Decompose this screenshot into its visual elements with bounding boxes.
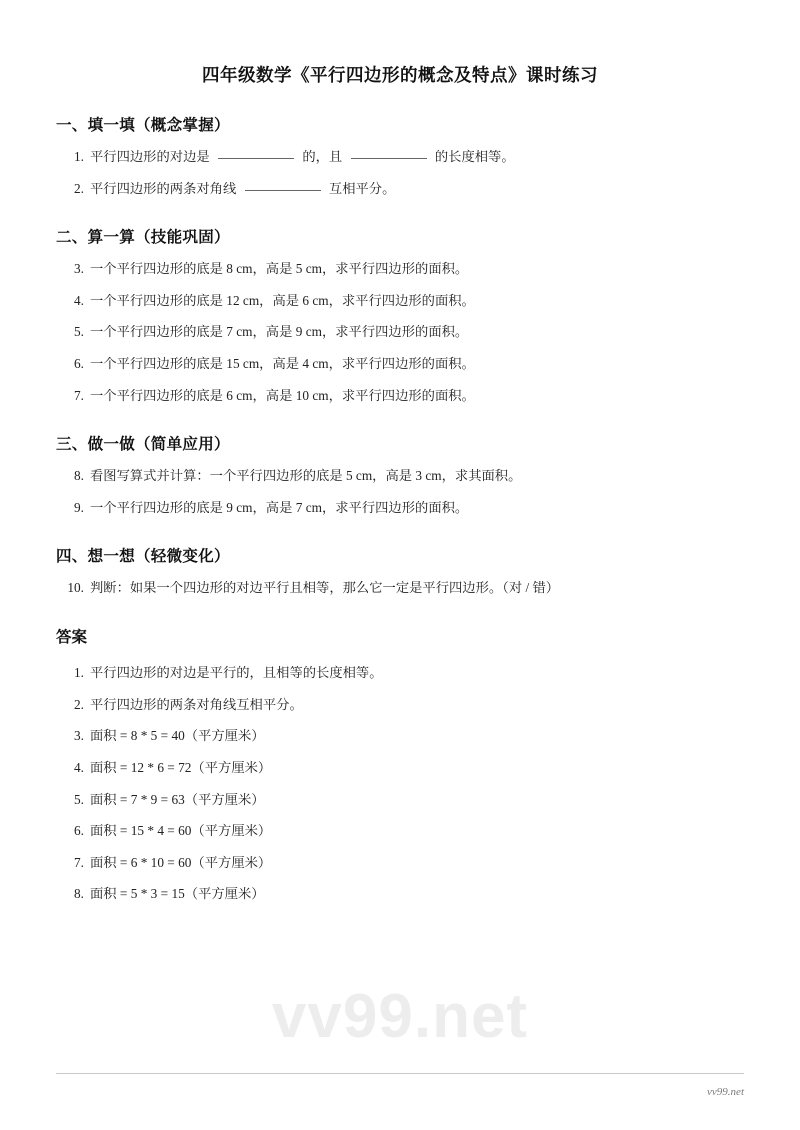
- question-item: [56, 291, 744, 312]
- answer-blank[interactable]: [245, 190, 321, 191]
- section-fill-in-blanks: [56, 113, 744, 199]
- answer-item: [56, 758, 744, 779]
- answer-text: 面积 = 5 * 3 = 15（平方厘米）: [90, 886, 265, 902]
- answer-number: 5.: [74, 791, 84, 807]
- answer-blank[interactable]: [218, 158, 294, 159]
- question-item: [56, 578, 744, 599]
- page-title: 四年级数学《平行四边形的概念及特点》课时练习: [202, 65, 598, 85]
- question-number: 9.: [74, 499, 84, 515]
- answer-item: [56, 663, 744, 684]
- question-item: [56, 386, 744, 407]
- question-item: [56, 354, 744, 375]
- answer-number: 4.: [74, 759, 84, 775]
- question-number: 1.: [74, 149, 84, 164]
- question-item: [56, 147, 744, 168]
- question-text: 一个平行四边形的底是 15 cm，高是 4 cm，求平行四边形的面积。: [90, 356, 475, 372]
- answer-text: 面积 = 7 * 9 = 63（平方厘米）: [90, 791, 265, 807]
- question-text-part: 的，且: [302, 149, 343, 164]
- answer-item: [56, 695, 744, 716]
- question-item: [56, 466, 744, 487]
- question-number: 2.: [74, 180, 84, 196]
- answer-number: 2.: [74, 696, 84, 712]
- section-thinking: [56, 544, 744, 599]
- question-text-part: 的长度相等。: [434, 149, 515, 164]
- question-number: 7.: [74, 387, 84, 403]
- answer-text: 平行四边形的两条对角线互相平分。: [90, 696, 303, 712]
- answer-number: 3.: [74, 728, 84, 744]
- answer-item: [56, 821, 744, 842]
- answer-text: 面积 = 8 * 5 = 40（平方厘米）: [90, 728, 265, 744]
- answer-item: [56, 884, 744, 905]
- footer-note: vv99.net: [707, 1086, 744, 1098]
- section-calculation: [56, 225, 744, 406]
- answer-text: 面积 = 15 * 4 = 60（平方厘米）: [90, 823, 272, 839]
- question-item: [56, 498, 744, 519]
- section-heading: 一、填一填（概念掌握）: [56, 117, 230, 134]
- answer-number: 1.: [74, 665, 84, 681]
- answer-text: 面积 = 6 * 10 = 60（平方厘米）: [90, 854, 272, 870]
- answer-number: 8.: [74, 886, 84, 902]
- question-number: 3.: [74, 261, 84, 277]
- section-application: [56, 432, 744, 518]
- section-heading: 二、算一算（技能巩固）: [56, 229, 230, 247]
- question-item: [56, 259, 744, 280]
- answer-number: 6.: [74, 823, 84, 839]
- question-number: 6.: [74, 356, 84, 372]
- answers-heading: 答案: [56, 629, 88, 647]
- question-text: 看图写算式并计算：一个平行四边形的底是 5 cm，高是 3 cm，求其面积。: [90, 468, 522, 484]
- question-number: 8.: [74, 468, 84, 484]
- question-text: 一个平行四边形的底是 8 cm，高是 5 cm，求平行四边形的面积。: [90, 261, 469, 277]
- question-text: 判断：如果一个四边形的对边平行且相等，那么它一定是平行四边形。（对 / 错）: [90, 580, 560, 596]
- answer-text: 面积 = 12 * 6 = 72（平方厘米）: [90, 759, 272, 775]
- question-text-part: 平行四边形的两条对角线: [90, 180, 237, 196]
- answer-item: [56, 790, 744, 811]
- question-item: [56, 322, 744, 343]
- question-number: 4.: [74, 292, 84, 308]
- question-number: 10.: [67, 580, 84, 596]
- answer-blank[interactable]: [351, 158, 427, 159]
- section-heading: 三、做一做（简单应用）: [56, 436, 230, 454]
- question-number: 5.: [74, 324, 84, 340]
- question-text-part: 互相平分。: [328, 180, 396, 196]
- answer-text: 平行四边形的对边是平行的，且相等的长度相等。: [90, 665, 383, 681]
- section-answers: [56, 625, 744, 905]
- question-text: 一个平行四边形的底是 12 cm，高是 6 cm，求平行四边形的面积。: [90, 292, 475, 308]
- question-text: 一个平行四边形的底是 9 cm，高是 7 cm，求平行四边形的面积。: [90, 499, 469, 515]
- footer-divider: [56, 1073, 744, 1074]
- answer-number: 7.: [74, 854, 84, 870]
- question-text: 一个平行四边形的底是 7 cm，高是 9 cm，求平行四边形的面积。: [90, 324, 469, 340]
- section-heading: 四、想一想（轻微变化）: [56, 548, 230, 566]
- question-text: 一个平行四边形的底是 6 cm，高是 10 cm，求平行四边形的面积。: [90, 387, 475, 403]
- answer-item: [56, 726, 744, 747]
- answer-item: [56, 853, 744, 874]
- question-item: [56, 179, 744, 200]
- watermark: vv99.net: [271, 982, 529, 1051]
- question-text-part: 平行四边形的对边是: [90, 149, 210, 164]
